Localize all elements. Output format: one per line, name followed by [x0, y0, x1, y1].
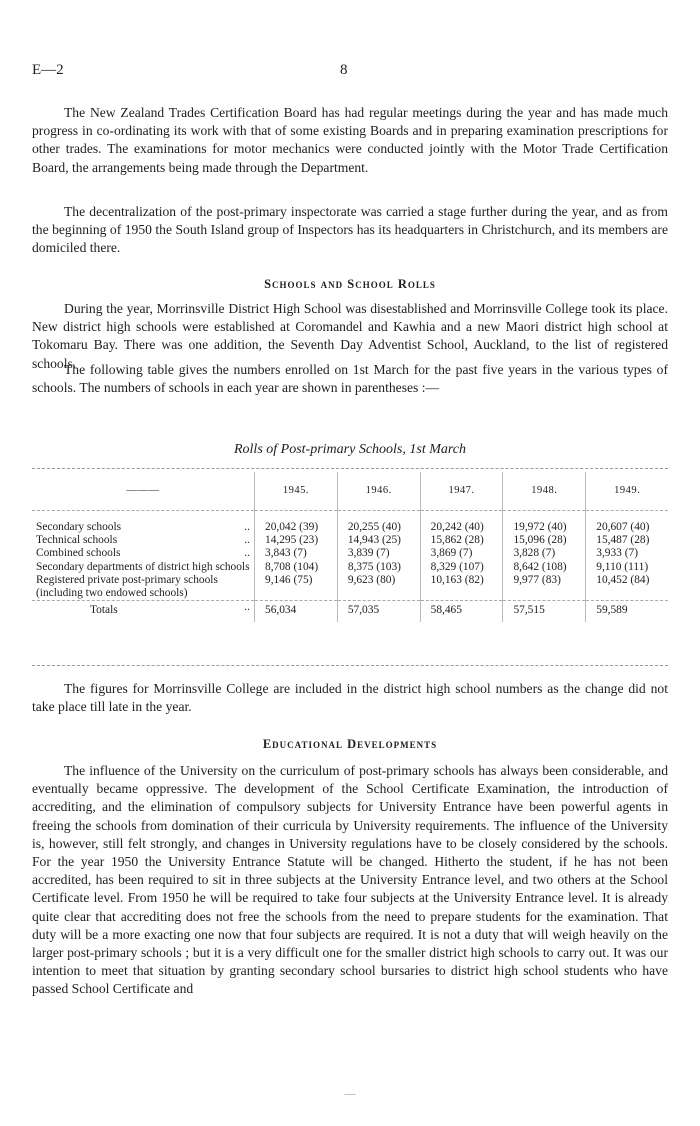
rolls-table [32, 472, 668, 622]
leader-dots: .. [244, 547, 250, 560]
leader-dots: .. [244, 534, 250, 547]
paragraph-table-intro: The following table gives the numbers enrolled on 1st March for the past five years in the various types of schools. The numbers of schools in each year are shown in parentheses :— [32, 362, 668, 396]
table-row [32, 521, 668, 534]
paragraph-inspectorate: The decentralization of the post-primary inspectorate was carried a stage further during the year, and as from the beginning of 1950 the South Island group of Inspectors has its headquarters in Christchurch, and its members are domiciled there. [32, 204, 668, 256]
table-cell: 8,329 (107) [420, 561, 503, 574]
row-label-cell [32, 521, 255, 534]
totals-label-cell [32, 601, 255, 623]
spacer-row [32, 511, 668, 522]
totals-row [32, 601, 668, 623]
paragraph-morrinsville: During the year, Morrinsville District High School was disestablished and Morrinsville College took its place. New district high schools were established at Coromandel and Kawhia and a new Maori district high school at Tokomaru Bay. There was one addition, the Seventh Day Adventist School, Auckland, to the list of registered schools. [32, 301, 668, 371]
total-cell: 56,034 [255, 601, 338, 623]
year-header: 1947. [420, 472, 503, 511]
table-cell: 14,295 (23) [255, 534, 338, 547]
table-cell: 19,972 (40) [503, 521, 586, 534]
table-header-row [32, 472, 668, 511]
table-cell: 15,096 (28) [503, 534, 586, 547]
table-cell: 3,839 (7) [337, 547, 420, 560]
table-cell: 9,110 (111) [586, 561, 668, 574]
table-row [32, 534, 668, 547]
heading-schools-and-rolls: Schools and School Rolls [264, 277, 436, 291]
table-cell: 10,452 (84) [586, 574, 668, 601]
table-cell: 15,487 (28) [586, 534, 668, 547]
row-label: Registered private post-primary schools (including two endowed schools) [36, 573, 218, 600]
page-id: E—2 [32, 62, 64, 78]
paragraph-university-influence: The influence of the University on the curriculum of post-primary schools has always been considerable, and eventually became oppressive. The development of the School Certificate Examination, the introduction of accrediting, and the elimination of compulsory subjects for University Entrance have been powerful agents in freeing the schools from domination of their curricula by University requirements. The influence of the University is, however, still felt strongly, and changes in University regulations have to be closely considered by the schools. For the year 1950 the University Entrance Statute will be changed. Hitherto the student, if he has not been accredited, has been required to sit in three subjects at the University Entrance level, and two others at the School Certificate level. From 1950 he will be required to take four subjects at the University Entrance level. It is already quite clear that accrediting does not free the schools from the need to prepare students for the examination. That duty will be a more exacting one now that four subjects are required. It is not a duty that will weigh heavily on the larger post-primary schools ; but it is a very difficult one for the smaller district high schools to carry out. It was our intention to meet that situation by granting secondary school bursaries to district high school students who have passed School Certificate and [32, 763, 668, 997]
table-cell: 9,977 (83) [503, 574, 586, 601]
stub-header: ——— [32, 472, 255, 511]
paragraph-morrinsville-note: The figures for Morrinsville College are included in the district high school numbers as the change did not take place till late in the year. [32, 681, 668, 715]
row-label-cell [32, 547, 255, 560]
row-label: Combined schools [36, 547, 121, 560]
totals-label: Totals [90, 604, 118, 617]
row-label-cell [32, 574, 255, 601]
table-cell: 8,375 (103) [337, 561, 420, 574]
year-header: 1948. [503, 472, 586, 511]
footer-mark: — [344, 1088, 356, 1100]
total-cell: 57,035 [337, 601, 420, 623]
total-cell: 57,515 [503, 601, 586, 623]
table-row [32, 574, 668, 601]
page-number: 8 [340, 62, 348, 78]
table-cell: 9,146 (75) [255, 574, 338, 601]
total-cell: 59,589 [586, 601, 668, 623]
table-cell: 3,869 (7) [420, 547, 503, 560]
leader-dots: .. [244, 521, 250, 533]
table-cell: 3,828 (7) [503, 547, 586, 560]
table-cell: 3,933 (7) [586, 547, 668, 560]
table-cell: 20,607 (40) [586, 521, 668, 534]
table-cell: 20,042 (39) [255, 521, 338, 534]
table-cell: 3,843 (7) [255, 547, 338, 560]
leader-dots: .. [244, 601, 250, 614]
table-cell: 8,708 (104) [255, 561, 338, 574]
table-row [32, 547, 668, 560]
total-cell: 58,465 [420, 601, 503, 623]
row-label: Secondary schools [36, 521, 122, 533]
paragraph-trades-board: The New Zealand Trades Certification Board has had regular meetings during the year and has made much progress in co-ordinating its work with that of some existing Boards and in preparing examination prescriptions for other trades. The examinations for motor mechanics were conducted jointly with the Motor Trade Certification Board, the arrangements being made through the Department. [32, 105, 668, 175]
table-cell: 15,862 (28) [420, 534, 503, 547]
year-header: 1949. [586, 472, 668, 511]
row-label-cell [32, 534, 255, 547]
table-cell: 8,642 (108) [503, 561, 586, 574]
table-cell: 20,242 (40) [420, 521, 503, 534]
row-label: Secondary departments of district high schools [36, 560, 250, 573]
table-cell: 20,255 (40) [337, 521, 420, 534]
table-row [32, 561, 668, 574]
heading-educational-developments: Educational Developments [262, 737, 438, 751]
page-header [32, 62, 668, 84]
row-label: Technical schools [36, 534, 118, 547]
table-bottom-rule [32, 665, 668, 666]
year-header: 1946. [337, 472, 420, 511]
table-cell: 10,163 (82) [420, 574, 503, 601]
year-header: 1945. [255, 472, 338, 511]
table-cell: 14,943 (25) [337, 534, 420, 547]
row-label-cell [32, 561, 255, 574]
table-caption: Rolls of Post-primary Schools, 1st March [233, 442, 467, 457]
table-top-rule [32, 468, 668, 469]
table-cell: 9,623 (80) [337, 574, 420, 601]
